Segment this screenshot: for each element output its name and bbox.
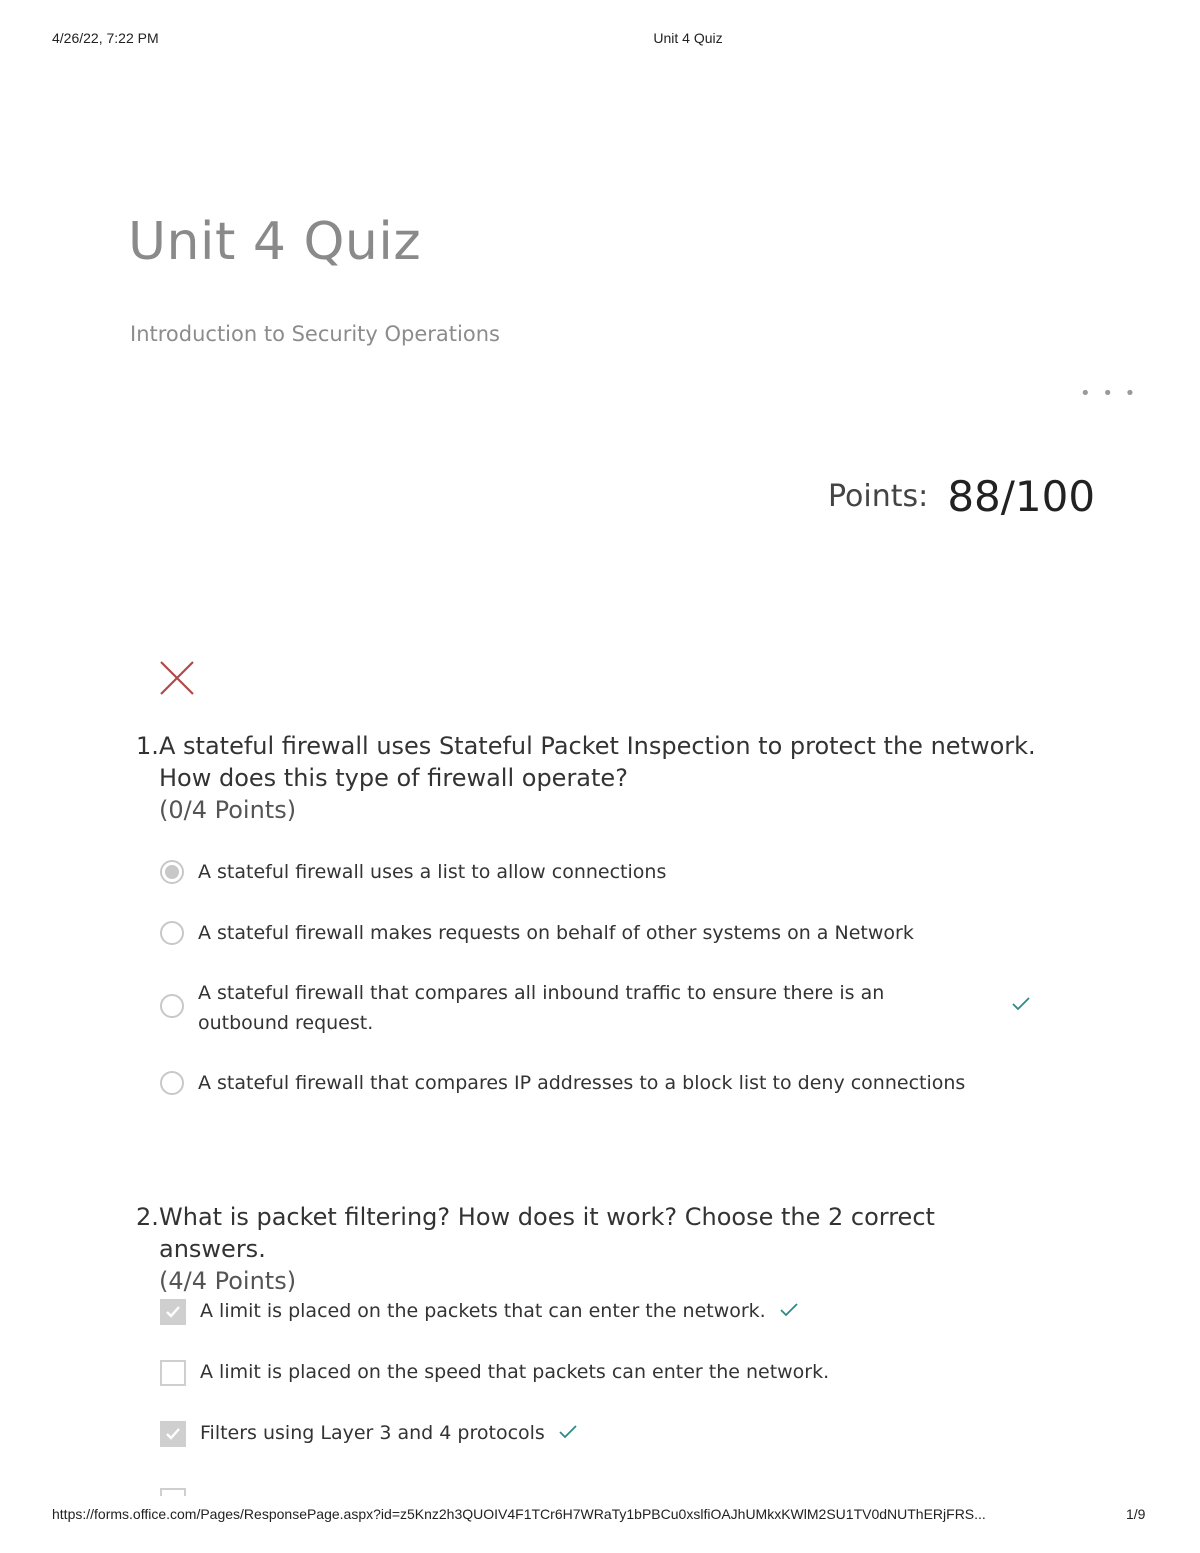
checkbox-check-icon <box>165 1426 181 1442</box>
checkbox[interactable] <box>160 1488 186 1496</box>
print-title: Unit 4 Quiz <box>653 30 723 46</box>
option-q2-c[interactable] <box>160 1421 577 1448</box>
print-date: 4/26/22, 7:22 PM <box>52 30 159 46</box>
more-dots-icon[interactable]: • • • <box>1080 383 1139 404</box>
option-q1-d[interactable] <box>160 1071 965 1098</box>
radio-button[interactable] <box>160 921 184 945</box>
option-label: A limit is placed on the packets that can enter the network. <box>200 1300 766 1322</box>
checkbox[interactable] <box>160 1421 186 1447</box>
points-summary <box>828 472 1095 521</box>
quiz-subtitle: Introduction to Security Operations <box>130 322 500 346</box>
points-label: Points: <box>828 479 929 514</box>
question-number: 2. <box>136 1203 159 1231</box>
points-value: 88/100 <box>947 472 1096 521</box>
radio-button[interactable] <box>160 1071 184 1095</box>
question-text: What is packet filtering? How does it work? Choose the 2 correct answers. <box>159 1203 935 1263</box>
question-1 <box>136 730 1036 826</box>
print-url: https://forms.office.com/Pages/ResponsePage.aspx?id=z5Knz2h3QUOIV4F1TCr6H7WRaTy1bPBCu0xslfiOAJhUMkxKWlM2SU1TV0dNUThERjFRS... <box>52 1506 986 1522</box>
checkbox-check-icon <box>165 1304 181 1320</box>
check-mark-icon <box>559 1425 577 1439</box>
option-q1-b[interactable] <box>160 921 914 948</box>
checkbox[interactable] <box>160 1299 186 1325</box>
print-page-number: 1/9 <box>1126 1506 1146 1522</box>
option-q1-c[interactable] <box>160 981 1030 1038</box>
option-q2-a[interactable] <box>160 1299 798 1326</box>
question-points: (4/4 Points) <box>159 1267 297 1295</box>
radio-button[interactable] <box>160 860 184 884</box>
check-mark-icon <box>780 1303 798 1317</box>
option-label: A stateful firewall that compares all inbound traffic to ensure there is an outbound request. <box>198 982 885 1034</box>
check-mark-icon <box>1012 997 1030 1011</box>
option-label: A stateful firewall uses a list to allow connections <box>198 861 667 883</box>
option-q2-d-cut[interactable] <box>160 1488 186 1496</box>
quiz-title: Unit 4 Quiz <box>128 212 422 272</box>
option-label: Filters using Layer 3 and 4 protocols <box>200 1422 545 1444</box>
question-text: A stateful firewall uses Stateful Packet Inspection to protect the network. How does this type of firewall operate? <box>159 732 1036 792</box>
wrong-x-icon <box>159 660 195 696</box>
option-q2-b[interactable] <box>160 1360 829 1387</box>
question-2 <box>136 1201 1036 1297</box>
option-label: A limit is placed on the speed that packets can enter the network. <box>200 1361 830 1383</box>
option-label: A stateful firewall makes requests on behalf of other systems on a Network <box>198 922 914 944</box>
radio-button[interactable] <box>160 994 184 1018</box>
question-points: (0/4 Points) <box>159 796 297 824</box>
checkbox[interactable] <box>160 1360 186 1386</box>
option-label: A stateful firewall that compares IP addresses to a block list to deny connections <box>198 1072 966 1094</box>
question-number: 1. <box>136 732 159 760</box>
option-q1-a[interactable] <box>160 860 666 887</box>
